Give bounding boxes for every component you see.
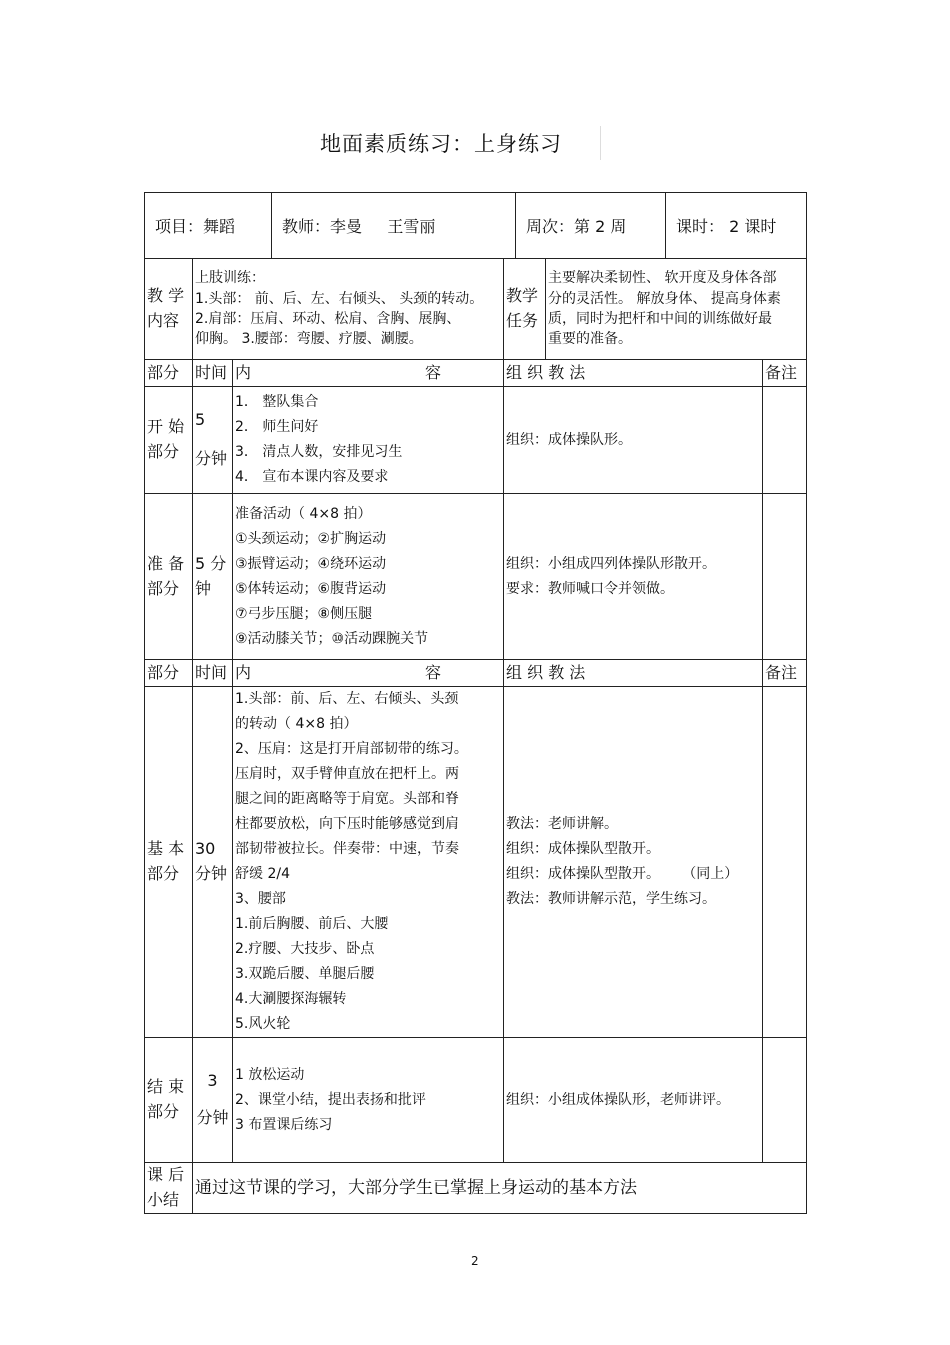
summary-label: 课 后 小结 [145, 1163, 193, 1214]
week-cell: 周次：第 2 周 [516, 193, 666, 259]
list-item: ⑤体转运动；⑥腹背运动 [235, 580, 387, 597]
content-label: 教 学 内容 [145, 259, 193, 360]
list-item: 压肩时，双手臂伸直放在把杆上。两 [235, 766, 459, 782]
end-part: 结 束 部分 [145, 1038, 193, 1163]
column-header-row [145, 360, 807, 387]
prep-time: 5 分 钟 [193, 494, 233, 660]
end-remark [763, 1038, 807, 1163]
list-item: 3.双跪后腰、单腿后腰 [235, 966, 375, 982]
start-section-row [145, 387, 807, 494]
method-line: 要求：教师喊口令并领做。 [506, 580, 675, 597]
task-line: 质，同时为把杆和中间的训练做好最 [548, 311, 773, 327]
task-text [546, 259, 807, 360]
col-time: 时间 [193, 660, 233, 687]
column-header-row [145, 660, 807, 687]
list-item: 1.前后胸腰、前后、大腰 [235, 916, 389, 932]
list-item: 3、腰部 [235, 891, 286, 907]
col-method: 组 织 教 法 [504, 660, 763, 687]
end-section-row [145, 1038, 807, 1163]
end-method [504, 1038, 763, 1163]
prep-remark [763, 494, 807, 660]
prep-items [233, 494, 504, 660]
col-method: 组 织 教 法 [504, 360, 763, 387]
list-item: 5.风火轮 [235, 1016, 291, 1032]
method-line: 组织：小组成四列体操队形散开。 [506, 555, 717, 572]
summary-text: 通过这节课的学习，大部分学生已掌握上身运动的基本方法 [193, 1163, 807, 1214]
page-number: 2 [471, 1254, 479, 1268]
list-item: 4.大涮腰探海辗转 [235, 991, 347, 1007]
prep-part: 准 备 部分 [145, 494, 193, 660]
task-line: 分的灵活性。 解放身体、 提高身体素 [548, 290, 781, 307]
list-item: 部韧带被拉长。伴奏带：中速，节奏 [235, 841, 459, 857]
method-line: 组织：成体操队形。 [506, 431, 633, 448]
list-item: 1.头部：前、后、左、右倾头、头颈 [235, 691, 459, 707]
start-remark [763, 387, 807, 494]
col-part: 部分 [145, 660, 193, 687]
list-item: 腿之间的距离略等于肩宽。头部和脊 [235, 791, 459, 807]
task-line: 主要解决柔韧性、 软开度及身体各部 [548, 270, 777, 287]
basic-method [504, 687, 763, 1038]
prep-section-row [145, 494, 807, 660]
method-line: 教法：老师讲解。 [506, 816, 619, 832]
list-item: 2、压肩：这是打开肩部韧带的练习。 [235, 741, 468, 757]
basic-time: 30 分钟 [193, 687, 233, 1038]
page-title: 地面素质练习：上身练习 [320, 132, 562, 156]
content-line: 仰胸。 3.腰部：弯腰、疗腰、涮腰。 [195, 331, 423, 348]
list-item: ①头颈运动；②扩胸运动 [235, 530, 387, 547]
start-time: 5 分钟 [193, 387, 233, 494]
content-line: 上肢训练： [195, 270, 265, 287]
method-line: 教法：教师讲解示范，学生练习。 [506, 891, 717, 907]
list-item: 2． 师生问好 [235, 419, 319, 435]
list-item: 的转动（ 4×8 拍） [235, 716, 358, 732]
start-part: 开 始 部分 [145, 387, 193, 494]
list-item: 2、课堂小结，提出表扬和批评 [235, 1091, 426, 1108]
start-method [504, 387, 763, 494]
end-items [233, 1038, 504, 1163]
basic-remark [763, 687, 807, 1038]
col-time: 时间 [193, 360, 233, 387]
col-content: 内 容 [233, 360, 504, 387]
list-item: 柱都要放松，向下压时能够感觉到肩 [235, 816, 459, 832]
content-line: 1.头部： 前、后、左、右倾头、 头颈的转动。 [195, 290, 484, 307]
list-item: 1 放松运动 [235, 1066, 305, 1083]
basic-section-row [145, 687, 807, 1038]
col-remark: 备注 [763, 660, 807, 687]
method-line: 组织：成体操队型散开。 （同上） [506, 866, 739, 882]
project-cell: 项目：舞蹈 [145, 193, 272, 259]
prep-method [504, 494, 763, 660]
list-item: 1． 整队集合 [235, 394, 319, 410]
list-item: 4． 宣布本课内容及要求 [235, 469, 389, 485]
method-line: 组织：成体操队型散开。 [506, 841, 661, 857]
list-item: ⑦弓步压腿；⑧侧压腿 [235, 605, 373, 622]
list-item: 3 布置课后练习 [235, 1116, 333, 1133]
list-item: ③振臂运动；④绕环运动 [235, 555, 387, 572]
col-remark: 备注 [763, 360, 807, 387]
content-line: 2.肩部：压肩、环动、松肩、含胸、展胸、 [195, 311, 461, 327]
col-part: 部分 [145, 360, 193, 387]
content-text [193, 259, 504, 360]
course-header-table [144, 192, 807, 259]
basic-part: 基 本 部分 [145, 687, 193, 1038]
hours-cell: 课时： 2 课时 [666, 193, 807, 259]
teacher-cell: 教师：李曼 王雪丽 [272, 193, 516, 259]
start-items [233, 387, 504, 494]
list-item: 舒缓 2/4 [235, 866, 290, 882]
col-content: 内 容 [233, 660, 504, 687]
list-item: 3． 清点人数，安排见习生 [235, 444, 403, 460]
method-line: 组织：小组成体操队形，老师讲评。 [506, 1091, 731, 1108]
list-item: 准备活动（ 4×8 拍） [235, 505, 372, 522]
lesson-plan-table [144, 258, 807, 1214]
end-time: 3 分钟 [193, 1038, 233, 1163]
summary-row [145, 1163, 807, 1214]
list-item: 2.疗腰、大技步、卧点 [235, 941, 375, 957]
basic-items [233, 687, 504, 1038]
task-label: 教学 任务 [504, 259, 546, 360]
list-item: ⑨活动膝关节；⑩活动踝腕关节 [235, 630, 429, 647]
title-divider [600, 126, 601, 160]
objectives-row [145, 259, 807, 360]
task-line: 重要的准备。 [548, 331, 633, 348]
